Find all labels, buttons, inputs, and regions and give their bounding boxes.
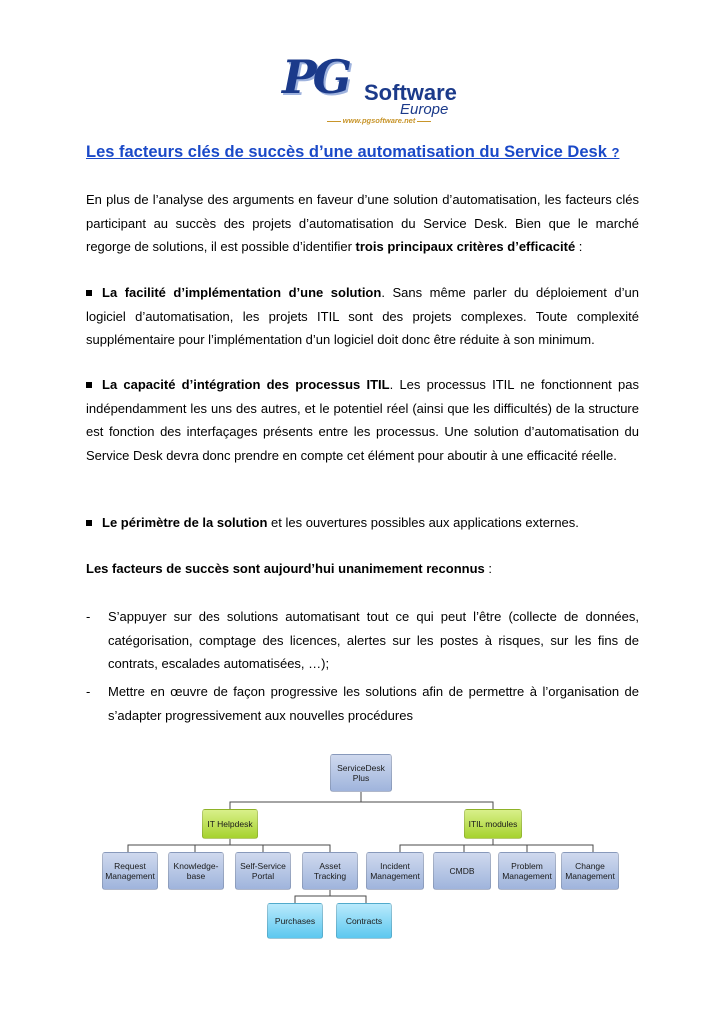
logo-url: www.pgsoftware.net bbox=[304, 116, 454, 125]
node-it-helpdesk: IT Helpdesk bbox=[202, 809, 258, 839]
connector-helpdesk-asset bbox=[230, 845, 330, 852]
node-cmdb: CMDB bbox=[433, 852, 491, 890]
connector-asset-purchases bbox=[295, 890, 330, 903]
logo-brand: PG bbox=[282, 50, 348, 104]
connector-root-itil bbox=[361, 802, 493, 809]
list-item bbox=[86, 680, 639, 727]
connector-root-helpdesk bbox=[230, 792, 361, 809]
title-text: Les facteurs clés de succès d’une automatisation du Service Desk bbox=[86, 143, 607, 161]
node-purchases: Purchases bbox=[267, 903, 323, 939]
success-heading bbox=[86, 557, 639, 581]
node-incident-management: Incident Management bbox=[366, 852, 424, 890]
connector-helpdesk-knowledge bbox=[195, 845, 230, 852]
node-knowledge-base: Knowledge-base bbox=[168, 852, 224, 890]
list-item-text: Mettre en œuvre de façon progressive les solutions afin de permettre à l’organisation de s’adapter progressivement aux nouvelles procédures bbox=[108, 684, 639, 723]
criterion-1-text: . Sans même parler du déploiement d’un logiciel d’automatisation, les projets ITIL sont des projets complexes. Toute complexité supplémentaire pour l’implémentation d’un logiciel doit donc être réduite à son minimum. bbox=[86, 285, 639, 347]
criterion-3-text: et les ouvertures possibles aux applications externes. bbox=[267, 515, 579, 530]
org-diagram bbox=[100, 752, 620, 952]
list-item-text: S’appuyer sur des solutions automatisant tout ce qui peut l’être (collecte de données, catégorisation, comptage des licences, alertes sur les postes à risques, sur les fins de contrats, escalades automatisées, …); bbox=[108, 609, 639, 671]
intro-end: : bbox=[575, 239, 583, 254]
node-request-management: Request Management bbox=[102, 852, 158, 890]
criterion-3 bbox=[86, 511, 639, 535]
bullet-square-icon bbox=[86, 382, 92, 388]
node-self-service-portal: Self-Service Portal bbox=[235, 852, 291, 890]
node-asset-tracking: Asset Tracking bbox=[302, 852, 358, 890]
criterion-1 bbox=[86, 281, 639, 352]
criterion-2-text: . Les processus ITIL ne fonctionnent pas indépendamment les uns des autres, et le potentiel réel (ainsi que les difficultés) de la structure est fonction des interfaçages présents entre les processus. Une solution d’automatisation du Service Desk devra donc prendre en compte cet élément pour aboutir à une efficacité réelle. bbox=[86, 377, 639, 463]
dash-marker: - bbox=[86, 609, 91, 624]
node-itil-modules: ITIL modules bbox=[464, 809, 522, 839]
node-change-management: Change Management bbox=[561, 852, 619, 890]
connector-asset-contracts bbox=[330, 896, 366, 903]
page-title bbox=[86, 143, 646, 162]
intro-bold: trois principaux critères d’efficacité bbox=[355, 239, 576, 254]
node-problem-management: Problem Management bbox=[498, 852, 556, 890]
criterion-2-bold: La capacité d’intégration des processus ITIL bbox=[102, 377, 390, 392]
node-contracts: Contracts bbox=[336, 903, 392, 939]
node-servicedesk-plus: ServiceDesk Plus bbox=[330, 754, 392, 792]
list-item bbox=[86, 605, 639, 676]
criterion-2 bbox=[86, 373, 639, 467]
logo-europe: Europe bbox=[400, 101, 449, 118]
connector-itil-change bbox=[493, 845, 593, 852]
success-end: : bbox=[484, 561, 492, 576]
connector-helpdesk-selfservice bbox=[230, 845, 263, 852]
logo-software: Software bbox=[364, 80, 457, 105]
success-bold: Les facteurs de succès sont aujourd’hui unanimement reconnus bbox=[86, 561, 485, 576]
dash-marker: - bbox=[86, 684, 91, 699]
connector-itil-cmdb bbox=[464, 845, 493, 852]
company-logo bbox=[282, 50, 462, 125]
criterion-3-bold: Le périmètre de la solution bbox=[102, 515, 268, 530]
bullet-square-icon bbox=[86, 290, 92, 296]
connector-itil-problem bbox=[493, 845, 527, 852]
intro-text: En plus de l’analyse des arguments en faveur d’une solution d’automatisation, les facteurs clés participant au succès des projets d’automatisation du Service Desk. Bien que le marché regorge de solutions, il est possible d’identifier bbox=[86, 192, 639, 254]
criterion-1-bold: La facilité d’implémentation d’une solution bbox=[102, 285, 382, 300]
bullet-square-icon bbox=[86, 520, 92, 526]
title-question-mark: ? bbox=[611, 145, 620, 160]
intro-paragraph bbox=[86, 188, 639, 259]
